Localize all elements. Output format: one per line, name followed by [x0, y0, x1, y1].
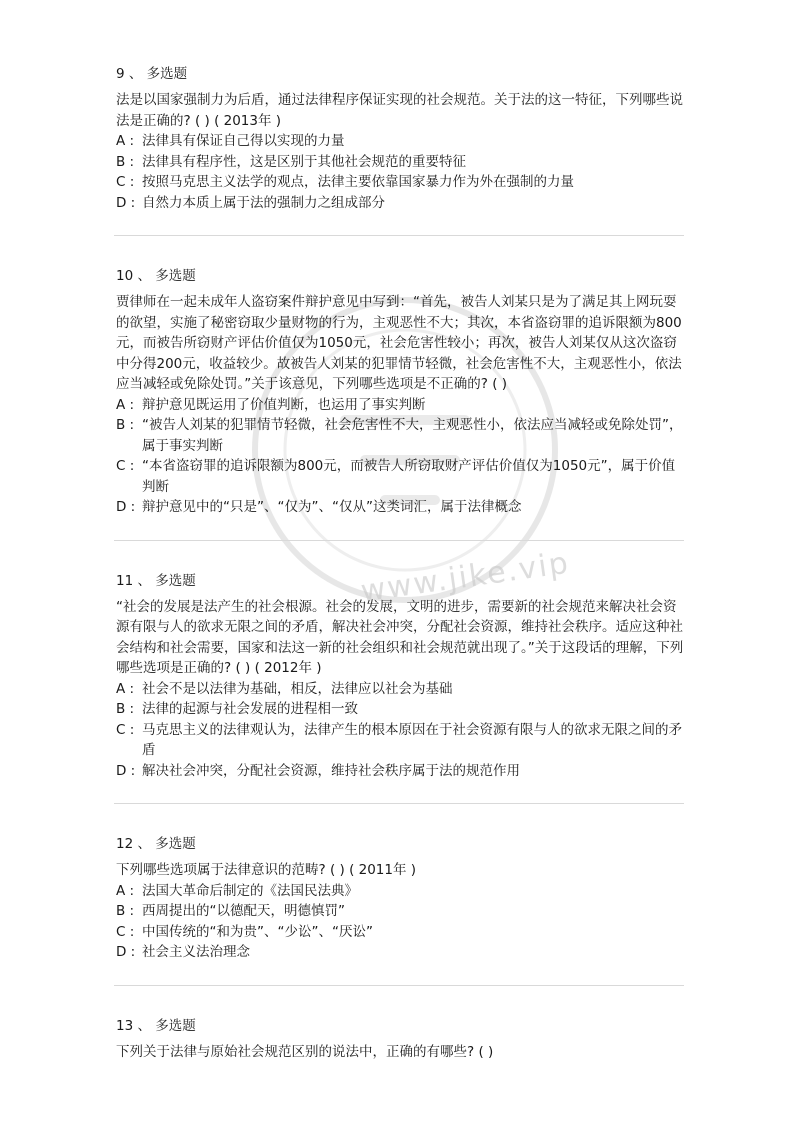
- question-header: 13 、 多选题: [116, 1017, 196, 1034]
- option-d: [116, 497, 686, 518]
- question-stem: 法是以国家强制力为后盾，通过法律程序保证实现的社会规范。关于法的这一特征，下列哪些说法是正确的? ( ) ( 2013年 ): [116, 92, 683, 129]
- option-b: [116, 699, 686, 720]
- question-divider: [114, 235, 684, 236]
- question-header: 10 、 多选题: [116, 268, 196, 284]
- option-key: D :: [116, 944, 136, 960]
- question-10: [116, 266, 686, 518]
- option-c: [116, 720, 686, 761]
- option-key: B :: [116, 417, 135, 433]
- option-key: A :: [116, 882, 135, 899]
- question-divider: [114, 803, 684, 804]
- option-b: [116, 901, 686, 922]
- question-header: 9 、 多选题: [116, 66, 188, 82]
- question-stem: “社会的发展是法产生的社会根源。社会的发展，文明的进步，需要新的社会规范来解决社会资源有限与人的欲求无限之间的矛盾，解决社会冲突，分配社会资源，维持社会秩序。适应这种社会结构和社会需要，国家和法这一新的社会组织和社会规范就出现了。”关于这段话的理解，下列哪些选项是正确的? ( ) ( 2012年 ): [116, 598, 684, 676]
- option-key: B :: [116, 701, 135, 717]
- watermark-text: www.jike.vip: [358, 545, 572, 610]
- option-key: D :: [116, 499, 136, 515]
- option-text: 自然力本质上属于法的强制力之组成部分: [142, 194, 385, 211]
- question-divider: [114, 540, 684, 541]
- option-key: A :: [116, 680, 135, 697]
- question-stem: 下列关于法律与原始社会规范区别的说法中，正确的有哪些? ( ): [116, 1043, 494, 1060]
- option-b: [116, 152, 686, 173]
- option-key: C :: [116, 923, 135, 940]
- question-stem: 下列哪些选项属于法律意识的范畴? ( ) ( 2011年 ): [116, 862, 417, 878]
- question-12: [116, 834, 686, 963]
- option-key: C :: [116, 721, 135, 738]
- question-13: [116, 1016, 686, 1063]
- question-options: [116, 881, 686, 963]
- question-stem: 贾律师在一起未成年人盗窃案件辩护意见中写到：“首先，被告人刘某只是为了满足其上网玩耍的欲望，实施了秘密窃取少量财物的行为，主观恶性不大；其次，本省盗窃罪的追诉限额为800元，而被告所窃财产评估价值仅为1050元，社会危害性较小；再次，被告人刘某仅从这次盗窃中分得200元，收益较少。故被告人刘某的犯罪情节轻微，社会危害性不大，主观恶性小，依法应当减轻或免除处罚。”关于该意见，下列哪些选项是不正确的? ( ): [116, 294, 682, 392]
- option-c: [116, 456, 686, 497]
- option-key: C :: [116, 174, 135, 190]
- question-divider: [114, 985, 684, 986]
- question-options: [116, 395, 686, 518]
- option-key: A :: [116, 133, 135, 149]
- document-page: [116, 58, 686, 1062]
- question-9: [116, 64, 686, 213]
- option-text: 马克思主义的法律观认为，法律产生的根本原因在于社会资源有限与人的欲求无限之间的矛盾: [142, 721, 682, 758]
- option-key: C :: [116, 458, 135, 474]
- option-a: [116, 881, 686, 902]
- option-b: [116, 415, 686, 456]
- option-text: 社会主义法治理念: [142, 944, 250, 960]
- option-key: D :: [116, 762, 136, 779]
- option-text: 解决社会冲突，分配社会资源，维持社会秩序属于法的规范作用: [142, 762, 520, 779]
- option-d: [116, 942, 686, 963]
- option-text: 法律具有保证自己得以实现的力量: [142, 133, 345, 149]
- option-text: 法律的起源与社会发展的进程相一致: [142, 701, 358, 717]
- question-11: [116, 571, 686, 782]
- option-text: “被告人刘某的犯罪情节轻微，社会危害性不大，主观恶性小，依法应当减轻或免除处罚”，属于事实判断: [142, 417, 683, 454]
- option-text: 辩护意见中的“只是”、“仅为”、“仅从”这类词汇，属于法律概念: [142, 499, 522, 515]
- option-key: B :: [116, 153, 135, 170]
- option-a: [116, 395, 686, 416]
- question-header: 11 、 多选题: [116, 572, 196, 589]
- option-d: [116, 193, 686, 214]
- question-options: [116, 679, 686, 782]
- option-key: D :: [116, 194, 136, 211]
- question-header: 12 、 多选题: [116, 836, 196, 852]
- option-text: 法国大革命后制定的《法国民法典》: [142, 882, 358, 899]
- option-key: A :: [116, 396, 135, 413]
- option-a: [116, 679, 686, 700]
- option-text: 西周提出的“以德配天，明德慎罚”: [142, 903, 345, 919]
- option-text: 按照马克思主义法学的观点，法律主要依靠国家暴力作为外在强制的力量: [142, 174, 574, 190]
- option-c: [116, 172, 686, 193]
- option-key: B :: [116, 903, 135, 919]
- option-text: 法律具有程序性，这是区别于其他社会规范的重要特征: [142, 153, 466, 170]
- option-text: 社会不是以法律为基础，相反，法律应以社会为基础: [142, 680, 453, 697]
- option-d: [116, 761, 686, 782]
- option-text: 中国传统的“和为贵”、“少讼”、“厌讼”: [142, 923, 373, 940]
- question-options: [116, 131, 686, 213]
- option-text: “本省盗窃罪的追诉限额为800元，而被告人所窃取财产评估价值仅为1050元”，属于价值判断: [142, 458, 676, 495]
- option-c: [116, 922, 686, 943]
- option-text: 辩护意见既运用了价值判断，也运用了事实判断: [142, 396, 426, 413]
- option-a: [116, 131, 686, 152]
